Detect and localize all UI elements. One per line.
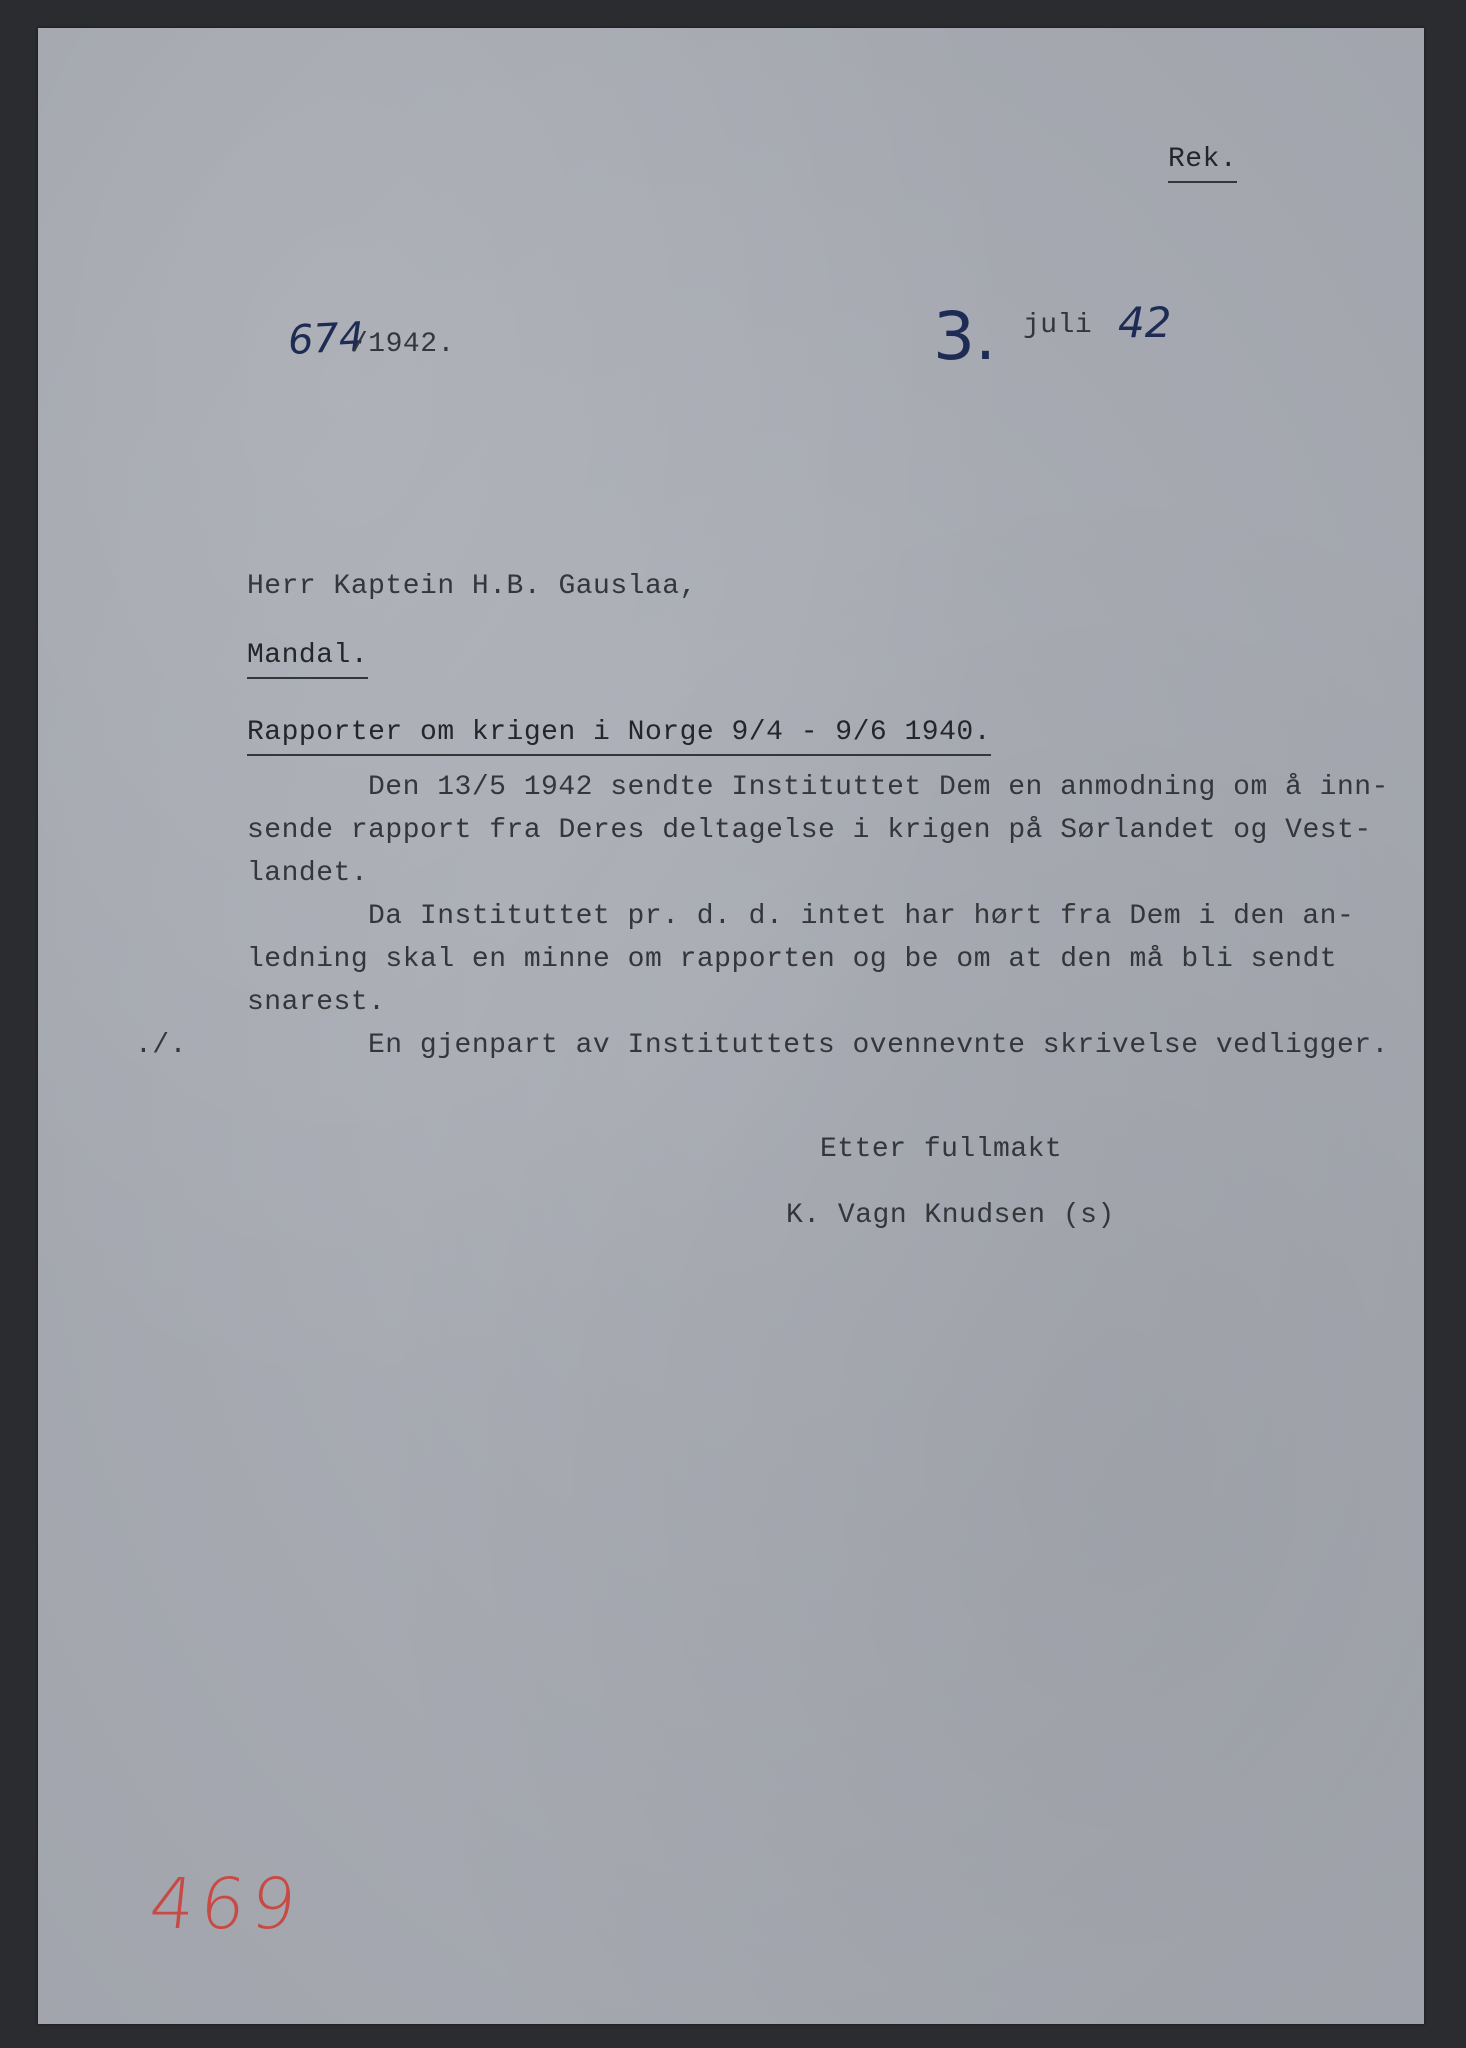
body-line: landet.: [247, 858, 369, 889]
enclosure-mark: ./.: [135, 1030, 187, 1061]
document-page: [38, 28, 1424, 2024]
reference-number-handwritten: 674: [286, 314, 366, 364]
date-month: juli: [1023, 310, 1093, 341]
closing-line: Etter fullmakt: [820, 1134, 1063, 1165]
body-line: En gjenpart av Instituttets ovennevnte skrivelse vedligger.: [368, 1030, 1389, 1061]
page-number-stamp: 469: [145, 1863, 306, 1945]
body-line: Den 13/5 1942 sendte Instituttet Dem en anmodning om å inn-: [368, 772, 1389, 803]
body-line: Da Instituttet pr. d. d. intet har hørt fra Dem i den an-: [368, 901, 1355, 932]
body-line: snarest.: [247, 987, 386, 1018]
date-year-handwritten: 42: [1118, 298, 1172, 347]
recipient-name: Herr Kaptein H.B. Gauslaa,: [247, 571, 697, 602]
reference-year: /1942.: [351, 329, 455, 360]
subject-line: Rapporter om krigen i Norge 9/4 - 9/6 1940.: [247, 713, 991, 756]
signature-line: K. Vagn Knudsen (s): [786, 1200, 1115, 1231]
date-day-handwritten: 3.: [933, 298, 996, 375]
registered-marker: Rek.: [1168, 140, 1237, 183]
recipient-city: Mandal.: [247, 636, 368, 679]
body-line: sende rapport fra Deres deltagelse i krigen på Sørlandet og Vest-: [247, 815, 1372, 846]
body-line: ledning skal en minne om rapporten og be om at den må bli sendt: [247, 944, 1338, 975]
